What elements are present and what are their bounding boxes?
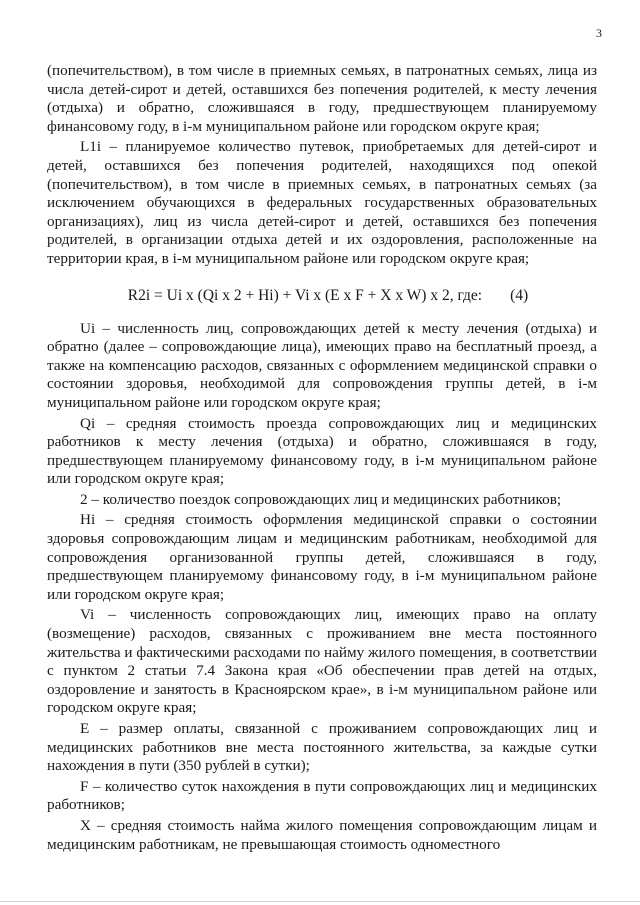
definition-f: F – количество суток нахождения в пути сопровождающих лиц и медицинских работников; — [47, 777, 597, 814]
scan-edge-line — [0, 901, 640, 902]
document-body — [47, 62, 597, 854]
page-number: 3 — [596, 26, 602, 40]
definition-ui: Ui – численность лиц, сопровождающих детей к месту лечения (отдыха) и обратно (далее – сопровождающие лица), имеющих право на бесплатный проезд, а также на компенсацию расходов, связанных с оформлением медицинской справки о состоянии здоровья, необходимой для сопровождения группы детей, в i-м муниципальном районе или городском округе края; — [47, 319, 597, 411]
definition-qi: Qi – средняя стоимость проезда сопровождающих лиц и медицинских работников к месту лечения (отдыха) и обратно, сложившаяся в году, предшествующем планируемому финансовому году, в i-м муниципальном районе или городском округе края; — [47, 414, 597, 488]
paragraph-continuation: (попечительством), в том числе в приемных семьях, в патронатных семьях, лица из числа детей-сирот и детей, оставшихся без попечения родителей, к месту лечения (отдыха) и обратно, сложившаяся в году, предшествующем планируемому финансовому году, в i-м муниципальном районе или городском округе края; — [47, 62, 597, 135]
formula-number: (4) — [510, 286, 529, 304]
formula-expression: R2i = Ui x (Qi x 2 + Hi) + Vi x (E x F + X x W) x 2, где: — [127, 286, 483, 304]
formula-r2i — [47, 286, 597, 305]
definition-x: X – средняя стоимость найма жилого помещения сопровождающим лицам и медицинским работникам, не превышающая стоимость одноместного — [47, 816, 597, 853]
definition-hi: Hi – средняя стоимость оформления медицинской справки о состоянии здоровья сопровождающим лицам и медицинским работникам, необходимой для сопровождения организованной группы детей, сложившаяся в году, предшествующем планируемому финансовому году, в i-м муниципальном районе или городском округе края; — [47, 511, 597, 603]
definition-trips: 2 – количество поездок сопровождающих лиц и медицинских работников; — [80, 490, 562, 508]
definition-e: E – размер оплаты, связанной с проживанием сопровождающих лиц и медицинских работников вне места постоянного жительства, за каждые сутки нахождения в пути (350 рублей в сутки); — [47, 720, 597, 775]
definition-vi: Vi – численность сопровождающих лиц, имеющих право на оплату (возмещение) расходов, связанных с проживанием вне места постоянного жительства и фактическими расходами по найму жилого помещения, в соответствии с пунктом 2 статьи 7.4 Закона края «Об обеспечении прав детей на отдых, оздоровление и занятость в Красноярском крае», в i-м муниципальном районе или городском округе края; — [47, 606, 597, 717]
paragraph-l1i-definition: L1i – планируемое количество путевок, приобретаемых для детей-сирот и детей, оставшихся без попечения родителей, находящихся под опекой (попечительством), в том числе в приемных семьях, в патронатных семьях (за исключением обучающихся в федеральных государственных образовательных организациях), лиц из числа детей-сирот и детей, оставшихся без попечения родителей, в организации отдыха детей и их оздоровления, расположенные на территории края, в i-м муниципальном районе или городском округе края; — [47, 138, 597, 267]
